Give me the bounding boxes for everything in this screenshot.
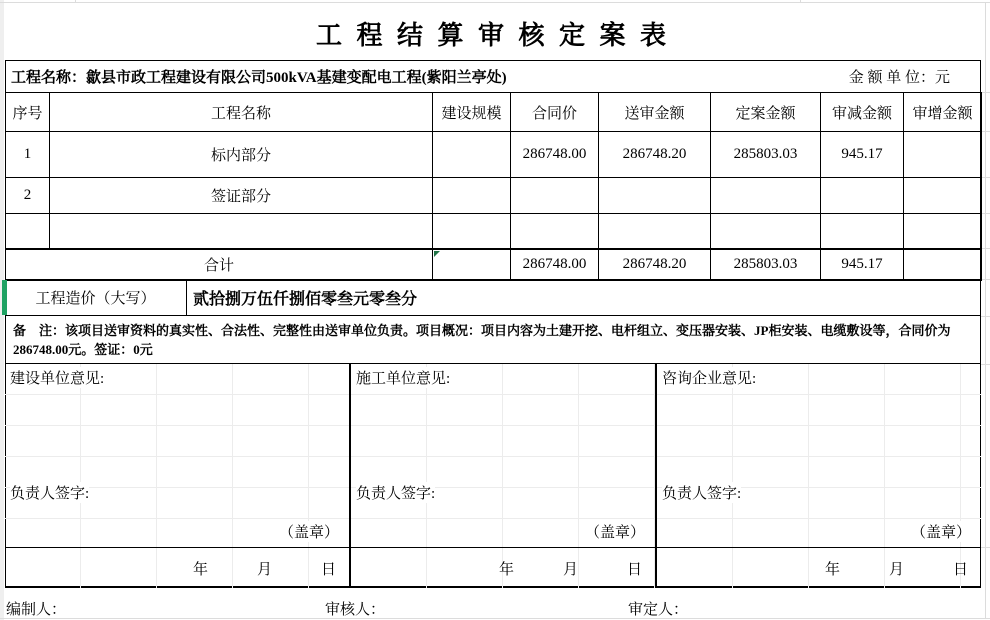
- table-cell[interactable]: [433, 178, 511, 214]
- total-label-cell[interactable]: 合计: [6, 249, 433, 280]
- table-cell[interactable]: 285803.03: [711, 132, 821, 178]
- column-header-scale[interactable]: 建设规模: [433, 93, 511, 132]
- day-label: 日: [952, 561, 968, 578]
- opinion-section-consultant[interactable]: [657, 364, 981, 547]
- table-cell[interactable]: [599, 178, 711, 214]
- gridline: [981, 248, 990, 249]
- table-row: [6, 178, 982, 214]
- gridline: [800, 0, 801, 2]
- table-cell[interactable]: [904, 132, 982, 178]
- column-header-reduced-amount[interactable]: 审减金额: [821, 93, 904, 132]
- year-label: 年: [192, 561, 208, 578]
- gridline: [0, 618, 990, 619]
- table-cell[interactable]: [511, 214, 599, 249]
- total-row: [6, 249, 982, 280]
- remark-line: 备 注：该项目送审资料的真实性、合法性、完整性由送审单位负责。项目概况：项目内容为土建开挖、电杆组立、变压器安装、JP柜安装、电缆敷设等，合同价为: [13, 323, 951, 338]
- gridline: [981, 131, 990, 132]
- gridline: [981, 92, 990, 93]
- gridline: [981, 316, 990, 317]
- project-name-row[interactable]: [6, 61, 980, 92]
- table-row: [6, 214, 982, 249]
- date-cell[interactable]: [5, 547, 349, 588]
- column-header-increased-amount[interactable]: 审增金额: [904, 93, 982, 132]
- opinion-title: 施工单位意见:: [356, 367, 450, 388]
- footer-reviewer-label: 审核人：: [325, 602, 386, 618]
- table-cell[interactable]: [433, 249, 511, 280]
- year-label: 年: [498, 561, 514, 578]
- table-cell[interactable]: [511, 178, 599, 214]
- table-cell[interactable]: [433, 132, 511, 178]
- seal-label: （盖章）: [585, 521, 645, 542]
- table-cell[interactable]: [711, 214, 821, 249]
- amount-unit-label: 金 额 单 位：元: [848, 70, 950, 86]
- gridline: [985, 2, 986, 618]
- settlement-table: [5, 92, 982, 281]
- table-cell[interactable]: 285803.03: [711, 249, 821, 280]
- day-label: 日: [626, 561, 642, 578]
- gridline: [981, 547, 990, 548]
- opinion-section-construction[interactable]: [5, 364, 349, 547]
- error-indicator-triangle: [434, 251, 440, 257]
- remark-row[interactable]: [5, 316, 981, 364]
- opinion-section-contractor[interactable]: [351, 364, 655, 547]
- table-cell[interactable]: 签证部分: [50, 178, 433, 214]
- gridline: [75, 0, 76, 2]
- column-header-project[interactable]: 工程名称: [50, 93, 433, 132]
- gridline: [981, 364, 990, 365]
- table-cell[interactable]: [904, 214, 982, 249]
- gridline: [0, 2, 990, 3]
- table-cell[interactable]: 标内部分: [50, 132, 433, 178]
- column-header-submitted-amount[interactable]: 送审金额: [599, 93, 711, 132]
- table-cell[interactable]: 286748.20: [599, 132, 711, 178]
- table-cell[interactable]: [711, 178, 821, 214]
- table-cell[interactable]: [6, 214, 50, 249]
- table-cell[interactable]: 286748.00: [511, 132, 599, 178]
- signer-label: 负责人签字:: [10, 482, 89, 503]
- seal-label: （盖章）: [279, 521, 339, 542]
- form-title: 工 程 结 算 审 核 定 案 表: [315, 20, 670, 50]
- project-name-text: 工程名称：歙县市政工程建设有限公司500kVA基建变配电工程(紫阳兰亭处): [11, 70, 507, 86]
- date-cell[interactable]: [657, 547, 981, 588]
- gridline: [981, 279, 990, 280]
- seal-label: （盖章）: [911, 521, 971, 542]
- gridline: [981, 213, 990, 214]
- table-cell[interactable]: [904, 178, 982, 214]
- remark-line: 286748.00元。签证：0元: [13, 342, 153, 357]
- table-cell[interactable]: [599, 214, 711, 249]
- column-header-contract-price[interactable]: 合同价: [511, 93, 599, 132]
- month-label: 月: [562, 561, 578, 578]
- amount-in-words-row: [5, 279, 981, 316]
- footer-preparer-label: 编制人：: [6, 602, 67, 618]
- table-row: [6, 132, 982, 178]
- month-label: 月: [256, 561, 272, 578]
- opinion-title: 咨询企业意见:: [662, 367, 756, 388]
- table-cell[interactable]: 286748.00: [511, 249, 599, 280]
- table-cell[interactable]: 945.17: [821, 132, 904, 178]
- green-flag-bar: [2, 280, 7, 315]
- table-cell[interactable]: [50, 214, 433, 249]
- column-header-serial[interactable]: 序号: [6, 93, 50, 132]
- column-header-finalized-amount[interactable]: 定案金额: [711, 93, 821, 132]
- table-cell[interactable]: [821, 178, 904, 214]
- table-cell[interactable]: 2: [6, 178, 50, 214]
- table-cell[interactable]: [433, 214, 511, 249]
- day-label: 日: [320, 561, 336, 578]
- opinion-title: 建设单位意见:: [10, 367, 104, 388]
- year-label: 年: [824, 561, 840, 578]
- month-label: 月: [888, 561, 904, 578]
- table-cell[interactable]: 945.17: [821, 249, 904, 280]
- date-cell[interactable]: [351, 547, 655, 588]
- table-cell[interactable]: [821, 214, 904, 249]
- signer-label: 负责人签字:: [662, 482, 741, 503]
- signer-label: 负责人签字:: [356, 482, 435, 503]
- gridline: [981, 177, 990, 178]
- table-cell[interactable]: [904, 249, 982, 280]
- table-header-row: [6, 93, 982, 132]
- amount-in-words-value[interactable]: 贰拾捌万伍仟捌佰零叁元零叁分: [193, 290, 418, 308]
- amount-in-words-label[interactable]: 工程造价（大写）: [5, 279, 187, 315]
- table-cell[interactable]: 1: [6, 132, 50, 178]
- footer-approver-label: 审定人：: [628, 602, 689, 618]
- table-cell[interactable]: 286748.20: [599, 249, 711, 280]
